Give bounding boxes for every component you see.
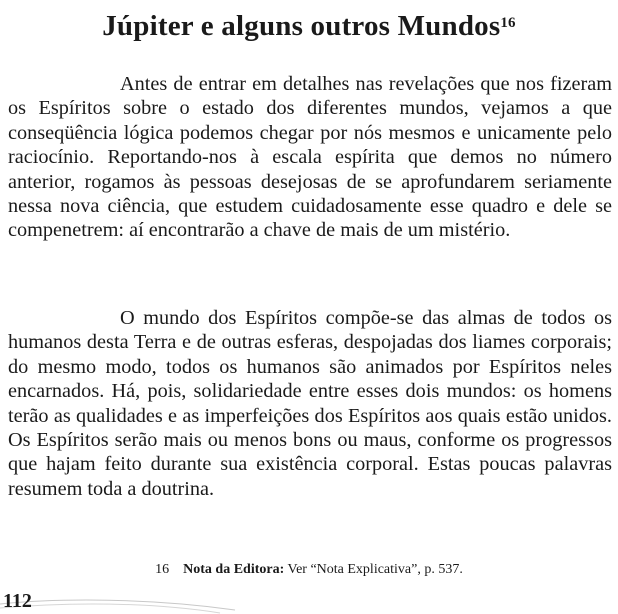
page-corner-ornament — [0, 596, 240, 614]
footnote-text: Ver “Nota Explicativa”, p. 537. — [284, 562, 463, 577]
paragraph-2 — [8, 306, 612, 501]
footnote-label: Nota da Editora: — [183, 562, 285, 577]
paragraph-2-text: O mundo dos Espíritos compõe-se das almas de todos os humanos desta Terra e de outras esferas, despojadas dos liames corporais; do mesmo modo, todos os humanos são animados por Espíritos neles encarnados. Há, pois, solidariedade entre esses dois mundos: os homens terão as qualidades e as imperfeições dos Espíritos aos quais estão unidos. Os Espíritos serão mais ou menos bons ou maus, conforme os progressos que hajam feito durante sua existência corporal. Estas poucas palavras resumem toda a doutrina. — [8, 307, 612, 500]
footnote — [0, 561, 618, 579]
footnote-number: 16 — [155, 562, 170, 577]
paragraph-1 — [8, 72, 612, 243]
title-text: Júpiter e alguns outros Mundos — [102, 10, 501, 42]
page-title — [0, 8, 618, 44]
title-footnote-ref: 16 — [500, 15, 516, 31]
page-number: 112 — [3, 590, 32, 612]
paragraph-1-text: Antes de entrar em detalhes nas revelações que nos fizeram os Espíritos sobre o estado dos diferentes mundos, vejamos a que conseqüência lógica podemos chegar por nós mesmos e unicamente pelo raciocínio. Reportando-nos à escala espírita que demos no número anterior, rogamos às pessoas desejosas de se aprofundarem seriamente nessa nova ciência, que estudem cuidadosamente esse quadro e dele se compenetrem: aí encontrarão a chave de mais de um mistério. — [8, 73, 612, 242]
